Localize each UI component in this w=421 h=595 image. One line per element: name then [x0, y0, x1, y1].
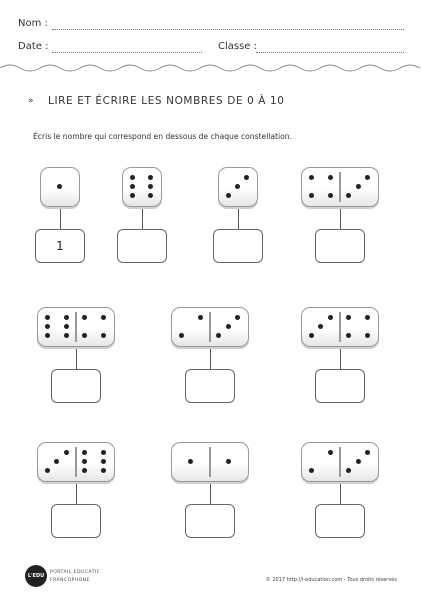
answer-box[interactable] [213, 229, 263, 263]
pip [365, 450, 370, 455]
pip [54, 459, 59, 464]
die-tile [218, 167, 258, 207]
answer-box[interactable] [185, 504, 235, 538]
pip [45, 315, 50, 320]
domino-tile [171, 307, 249, 347]
pip [235, 315, 240, 320]
connector-line [142, 209, 143, 229]
domino-tile [301, 307, 379, 347]
pip [346, 468, 351, 473]
domino-tile [301, 442, 379, 482]
pip [356, 459, 361, 464]
connector-line [340, 484, 341, 504]
answer-box[interactable] [315, 369, 365, 403]
pip [365, 175, 370, 180]
pip [82, 459, 87, 464]
pip [130, 175, 135, 180]
pip [101, 315, 106, 320]
answer-box[interactable] [185, 369, 235, 403]
pip [346, 333, 351, 338]
pip [64, 315, 69, 320]
pip [45, 333, 50, 338]
domino-separator [339, 447, 341, 477]
pip [328, 450, 333, 455]
name-label: Nom : [18, 18, 48, 29]
answer-box[interactable] [315, 504, 365, 538]
connector-line [238, 209, 239, 229]
class-label: Classe : [218, 41, 258, 52]
pip [148, 184, 153, 189]
pip [64, 333, 69, 338]
connector-line [76, 484, 77, 504]
answer-box[interactable] [51, 369, 101, 403]
pip [365, 315, 370, 320]
date-field[interactable] [52, 52, 202, 53]
pip [318, 324, 323, 329]
pip [130, 184, 135, 189]
name-field[interactable] [52, 29, 404, 30]
domino-separator [339, 172, 341, 202]
pip [57, 184, 62, 189]
pip [365, 333, 370, 338]
pip [64, 450, 69, 455]
domino-separator [75, 312, 77, 342]
connector-line [76, 349, 77, 369]
pip [148, 175, 153, 180]
ledu-logo: L'EDU [25, 565, 47, 587]
pip [309, 333, 314, 338]
pip [179, 333, 184, 338]
pip [45, 324, 50, 329]
logo-line-2: FRANCOPHONE [50, 578, 91, 583]
pip [148, 193, 153, 198]
pip [82, 333, 87, 338]
connector-line [60, 209, 61, 229]
pip [101, 468, 106, 473]
pip [346, 315, 351, 320]
domino-tile [171, 442, 249, 482]
page-title: LIRE ET ÉCRIRE LES NOMBRES DE 0 À 10 [48, 95, 285, 107]
pip [82, 315, 87, 320]
pip [226, 324, 231, 329]
pip [64, 324, 69, 329]
answer-box[interactable]: 1 [35, 229, 85, 263]
die-tile [40, 167, 80, 207]
pip [328, 315, 333, 320]
pip [346, 193, 351, 198]
connector-line [340, 349, 341, 369]
domino-separator [209, 447, 211, 477]
pip [101, 333, 106, 338]
domino-tile [37, 307, 115, 347]
pip [188, 459, 193, 464]
pip [328, 175, 333, 180]
pip [101, 459, 106, 464]
wavy-divider [0, 62, 421, 74]
domino-separator [209, 312, 211, 342]
logo-line-1: PORTAIL EDUCATIF [50, 570, 100, 575]
connector-line [210, 484, 211, 504]
class-field[interactable] [256, 52, 404, 53]
pip [45, 468, 50, 473]
date-label: Date : [18, 41, 49, 52]
pip [309, 193, 314, 198]
pip [235, 184, 240, 189]
pip [356, 184, 361, 189]
answer-box[interactable] [117, 229, 167, 263]
connector-line [340, 209, 341, 229]
pip [216, 333, 221, 338]
pip [130, 193, 135, 198]
pip [309, 175, 314, 180]
domino-tile [301, 167, 379, 207]
copyright-text: © 2017 http://l-education.com - Tous droits réservés [265, 577, 397, 583]
domino-separator [75, 447, 77, 477]
pip [198, 315, 203, 320]
answer-box[interactable] [315, 229, 365, 263]
pip [82, 450, 87, 455]
pip [309, 468, 314, 473]
domino-tile [37, 442, 115, 482]
instruction-text: Écris le nombre qui correspond en dessous de chaque constellation. [33, 132, 293, 141]
die-tile [122, 167, 162, 207]
pip [226, 459, 231, 464]
domino-separator [339, 312, 341, 342]
pip [244, 175, 249, 180]
pip [101, 450, 106, 455]
pip [328, 193, 333, 198]
pip [226, 193, 231, 198]
connector-line [210, 349, 211, 369]
pip [82, 468, 87, 473]
answer-box[interactable] [51, 504, 101, 538]
title-arrow-icon: » [28, 96, 34, 106]
